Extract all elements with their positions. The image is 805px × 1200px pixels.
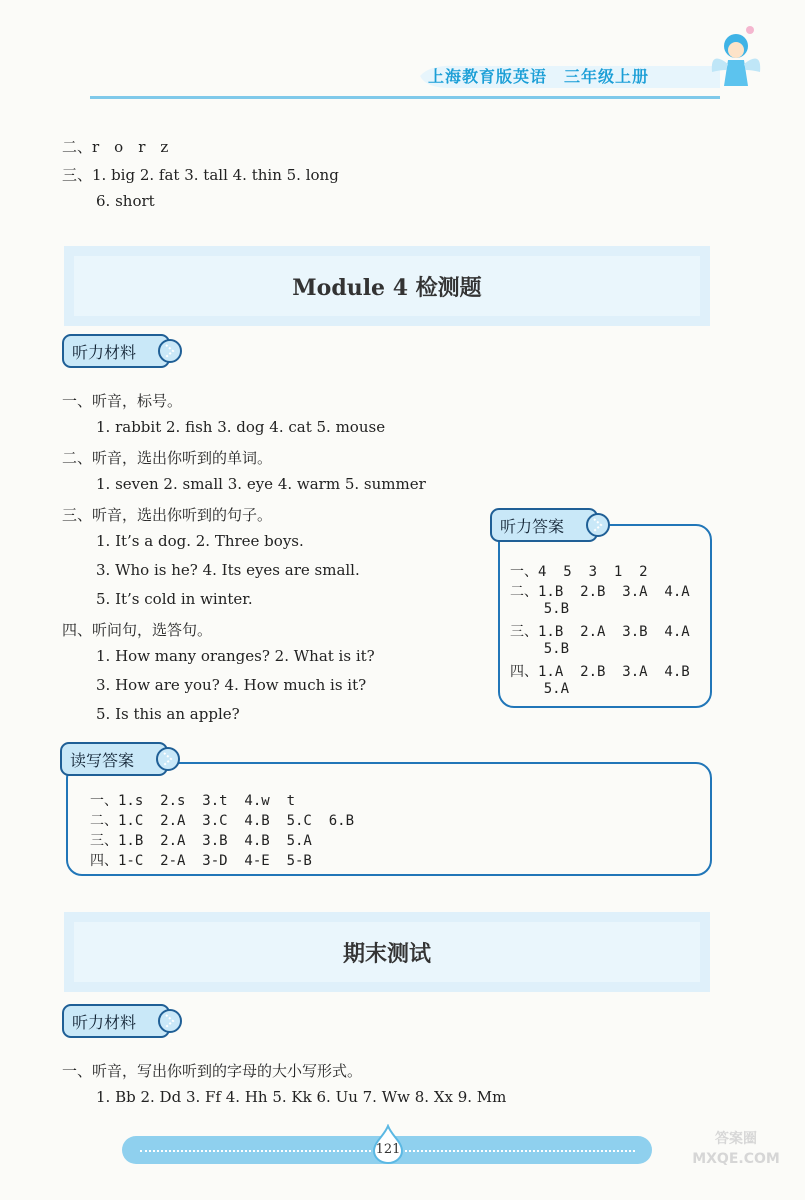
question-line: 5. It’s cold in winter.	[96, 590, 253, 608]
section-banner	[64, 246, 710, 326]
chevron-right-icon	[586, 513, 610, 537]
section-tag-listening	[62, 1004, 170, 1038]
tag-label: 读写答案	[70, 750, 135, 770]
tag-label: 听力材料	[72, 342, 137, 362]
question-line: 1. How many oranges? 2. What is it?	[96, 647, 375, 665]
section-banner	[64, 912, 710, 992]
section-title: 期末测试	[342, 940, 431, 967]
question-line: 四、听问句，选答句。	[62, 621, 213, 639]
answer-line: 5.B	[510, 641, 570, 657]
question-line: 1. rabbit 2. fish 3. dog 4. cat 5. mouse	[96, 418, 386, 436]
tag-label: 听力材料	[72, 1012, 137, 1032]
question-line: 一、听音，写出你听到的字母的大小写形式。	[62, 1062, 363, 1080]
fairy-mascot-icon	[706, 20, 766, 100]
section-tag-reading-writing	[60, 742, 168, 776]
chevron-right-icon	[156, 747, 180, 771]
question-line: 二、听音，选出你听到的单词。	[62, 449, 273, 467]
section-tag-listening-answers	[490, 508, 598, 542]
section-tag-listening	[62, 334, 170, 368]
watermark-logo: 答案圈 MXQE.COM	[692, 1131, 780, 1167]
question-line: 3. Who is he? 4. Its eyes are small.	[96, 561, 360, 579]
answer-line: 三、1.B 2.A 3.B 4.A	[510, 624, 690, 640]
section-title: Module 4 检测题	[292, 274, 482, 301]
question-line: 5. Is this an apple?	[96, 705, 240, 723]
answer-line: 一、1.s 2.s 3.t 4.w t	[90, 793, 296, 809]
question-line: 1. seven 2. small 3. eye 4. warm 5. summer	[96, 475, 426, 493]
answer-line: 四、1.A 2.B 3.A 4.B	[510, 664, 690, 680]
answer-line: 二、1.B 2.B 3.A 4.A	[510, 584, 690, 600]
answer-line: 三、1.B 2.A 3.B 4.B 5.A	[90, 833, 312, 849]
answer-line: 二、1.C 2.A 3.C 4.B 5.C 6.B	[90, 813, 355, 829]
question-line: 一、听音，标号。	[62, 392, 183, 410]
answer-line: 5.B	[510, 601, 570, 617]
answer-line: 三、1. big 2. fat 3. tall 4. thin 5. long	[62, 166, 339, 184]
answer-line: 6. short	[96, 192, 155, 210]
question-line: 1. It’s a dog. 2. Three boys.	[96, 532, 304, 550]
header-rule	[90, 96, 720, 99]
chevron-right-icon	[158, 339, 182, 363]
tag-label: 听力答案	[500, 516, 565, 536]
answer-line: 5.A	[510, 681, 570, 697]
question-line: 3. How are you? 4. How much is it?	[96, 676, 367, 694]
page-number: 121	[375, 1142, 401, 1157]
chevron-right-icon	[158, 1009, 182, 1033]
question-line: 三、听音，选出你听到的句子。	[62, 506, 273, 524]
answer-line: 一、4 5 3 1 2	[510, 564, 648, 580]
answer-line: 二、r o r z	[62, 138, 169, 156]
question-line: 1. Bb 2. Dd 3. Ff 4. Hh 5. Kk 6. Uu 7. Ww 8. Xx 9. Mm	[96, 1088, 507, 1106]
header-title: 上海教育版英语 三年级上册	[428, 67, 650, 86]
answer-line: 四、1-C 2-A 3-D 4-E 5-B	[90, 853, 312, 869]
